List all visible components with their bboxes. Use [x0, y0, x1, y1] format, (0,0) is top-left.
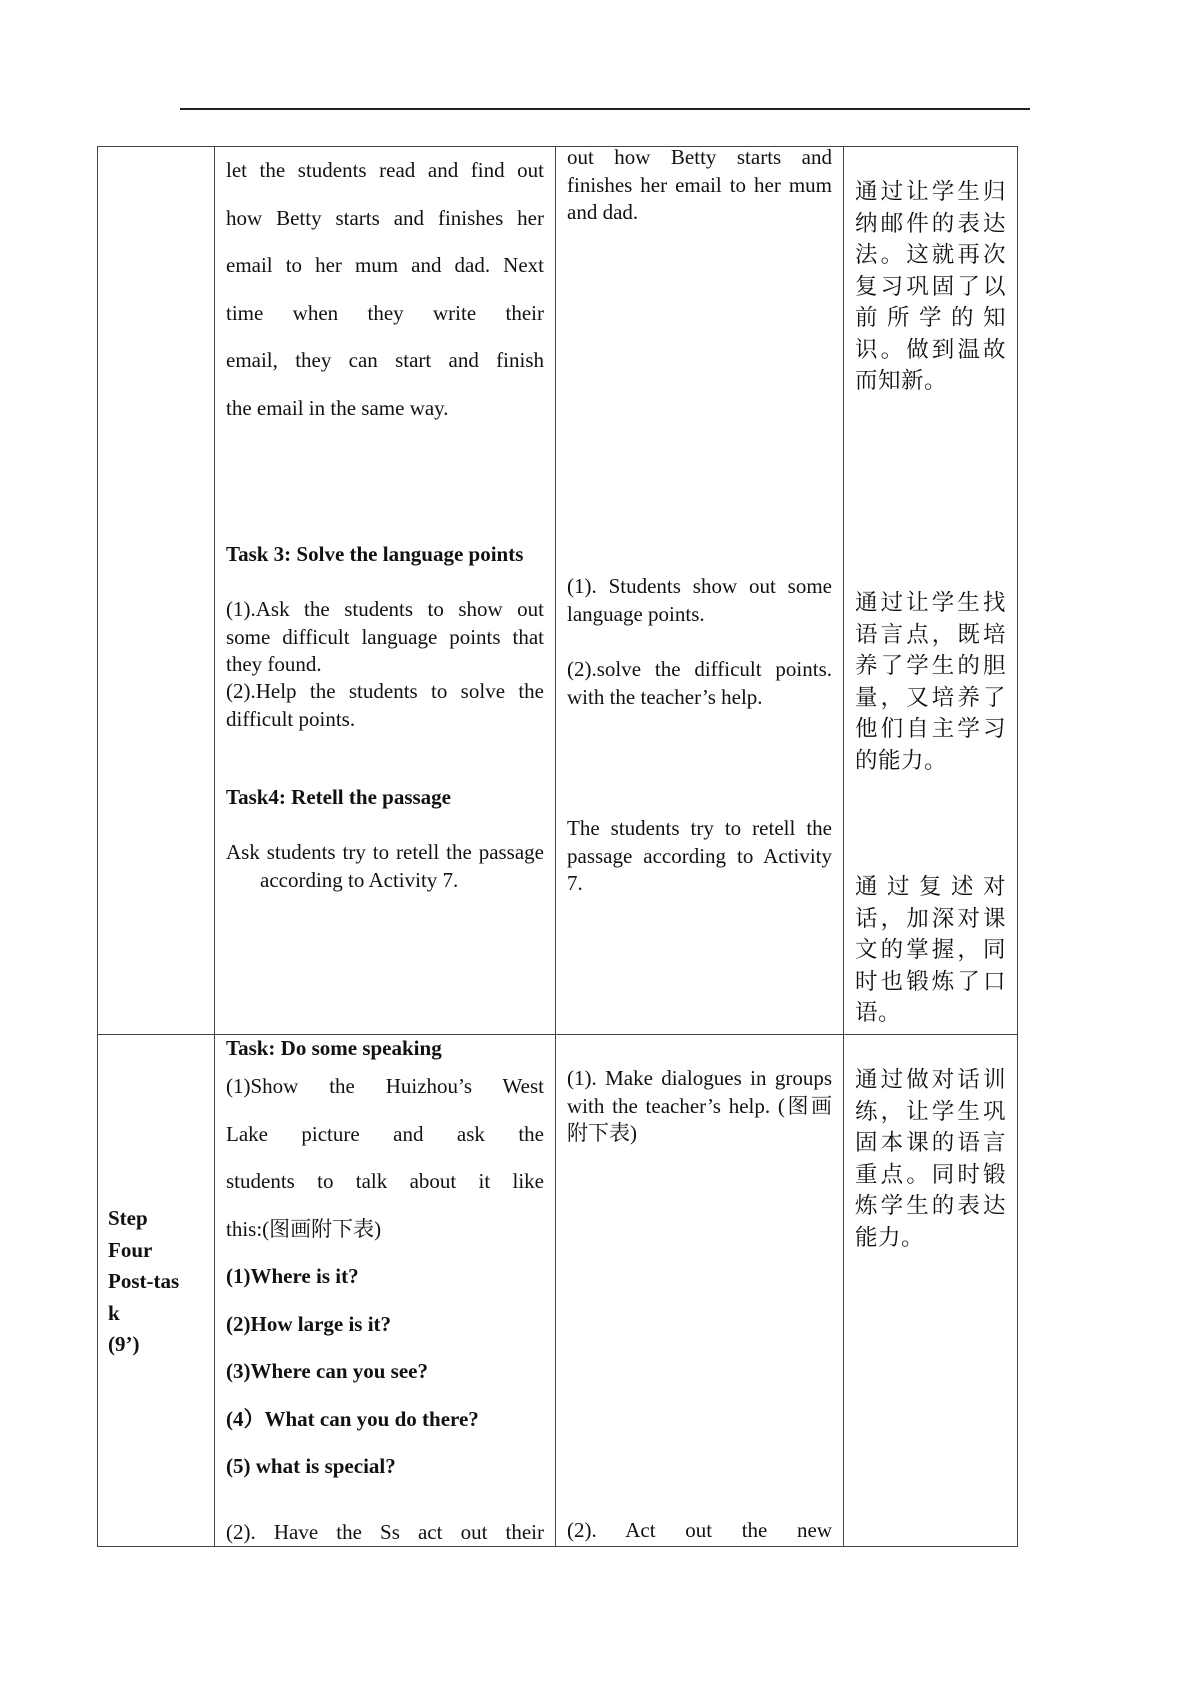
step-line: k	[108, 1300, 120, 1325]
task4-title: Task4: Retell the passage	[226, 785, 451, 809]
activity-1: out how Betty starts and finishes her email to her mum and dad.	[567, 147, 832, 224]
question-item: (2)How large is it?	[226, 1311, 392, 1336]
speaking-intro	[226, 1063, 544, 1491]
speaking-item-2	[226, 1517, 544, 1546]
question-item: (3)Where can you see?	[226, 1359, 428, 1383]
student-task4: The students try to retell the passage according to Activity 7.	[567, 816, 832, 895]
task3-title: Task 3: Solve the language points	[226, 542, 524, 566]
purpose-cell	[844, 147, 1018, 1035]
text-line: (2). Have the Ss act out their	[226, 1520, 544, 1544]
text-line: (1)Show the Huizhou’s West	[226, 1074, 544, 1098]
dialogue-item-2	[567, 1515, 832, 1545]
text-line: let the students read and find out	[226, 158, 544, 182]
teacher-activity-cell	[215, 147, 556, 1035]
text-line: email to her mum and dad. Next	[226, 253, 544, 277]
header-rule	[180, 108, 1030, 110]
student-activity-cell	[556, 147, 844, 1035]
text-line: time when they write their	[226, 300, 544, 325]
step-line: (9’)	[108, 1332, 140, 1356]
step-line: Post-tas	[108, 1269, 180, 1293]
text-line: email, they can start and finish	[226, 348, 544, 372]
task3-item-1: (1).Ask the students to show out some difficult language points that they found.	[226, 597, 544, 676]
table-row	[98, 1035, 1018, 1547]
question-item: (4）What can you do there?	[226, 1406, 479, 1431]
text-line: students to talk about it like	[226, 1169, 544, 1193]
speaking-task-title: Task: Do some speaking	[226, 1036, 442, 1060]
purpose-1: 通过让学生归纳邮件的表达法。这就再次复习巩固了以前所学的知识。做到温故而知新。	[855, 179, 1006, 394]
task3-item-2: (2).Help the students to solve the difficult points.	[226, 679, 544, 731]
student-activity-cell	[556, 1035, 844, 1547]
teacher-activity-cell	[215, 1035, 556, 1547]
step-cell	[98, 1035, 215, 1547]
text-line: how Betty starts and finishes her	[226, 205, 544, 230]
purpose-2: 通过让学生找语言点，既培养了学生的胆量，又培养了他们自主学习的能力。	[855, 590, 1006, 774]
step-label	[108, 1203, 210, 1361]
task4-body: Ask students try to retell the passage according to Activity 7.	[226, 840, 544, 892]
student-task3-item-1: (1). Students show out some language points.	[567, 574, 832, 626]
text-line: (2). Act out the new	[567, 1518, 832, 1542]
text-line: this:(图画附下表)	[226, 1216, 382, 1241]
text-line: the email in the same way.	[226, 395, 449, 420]
purpose-speaking: 通过做对话训练，让学生巩固本课的语言重点。同时锻炼学生的表达能力。	[855, 1067, 1006, 1251]
student-task3-item-2: (2).solve the difficult points. with the teacher’s help.	[567, 657, 832, 709]
step-line: Step	[108, 1206, 148, 1230]
lesson-plan-table	[97, 146, 1018, 1547]
intro-paragraph	[226, 147, 544, 432]
question-item: (1)Where is it?	[226, 1264, 359, 1288]
dialogue-item-1: (1). Make dialogues in groups with the teacher’s help. (图画附下表)	[567, 1066, 832, 1145]
step-line: Four	[108, 1237, 153, 1262]
table-row	[98, 147, 1018, 1035]
text-line: Lake picture and ask the	[226, 1121, 544, 1146]
purpose-cell	[844, 1035, 1018, 1547]
purpose-3: 通过复述对话，加深对课文的掌握，同时也锻炼了口语。	[855, 874, 1006, 1026]
step-cell	[98, 147, 215, 1035]
question-item: (5) what is special?	[226, 1454, 396, 1478]
